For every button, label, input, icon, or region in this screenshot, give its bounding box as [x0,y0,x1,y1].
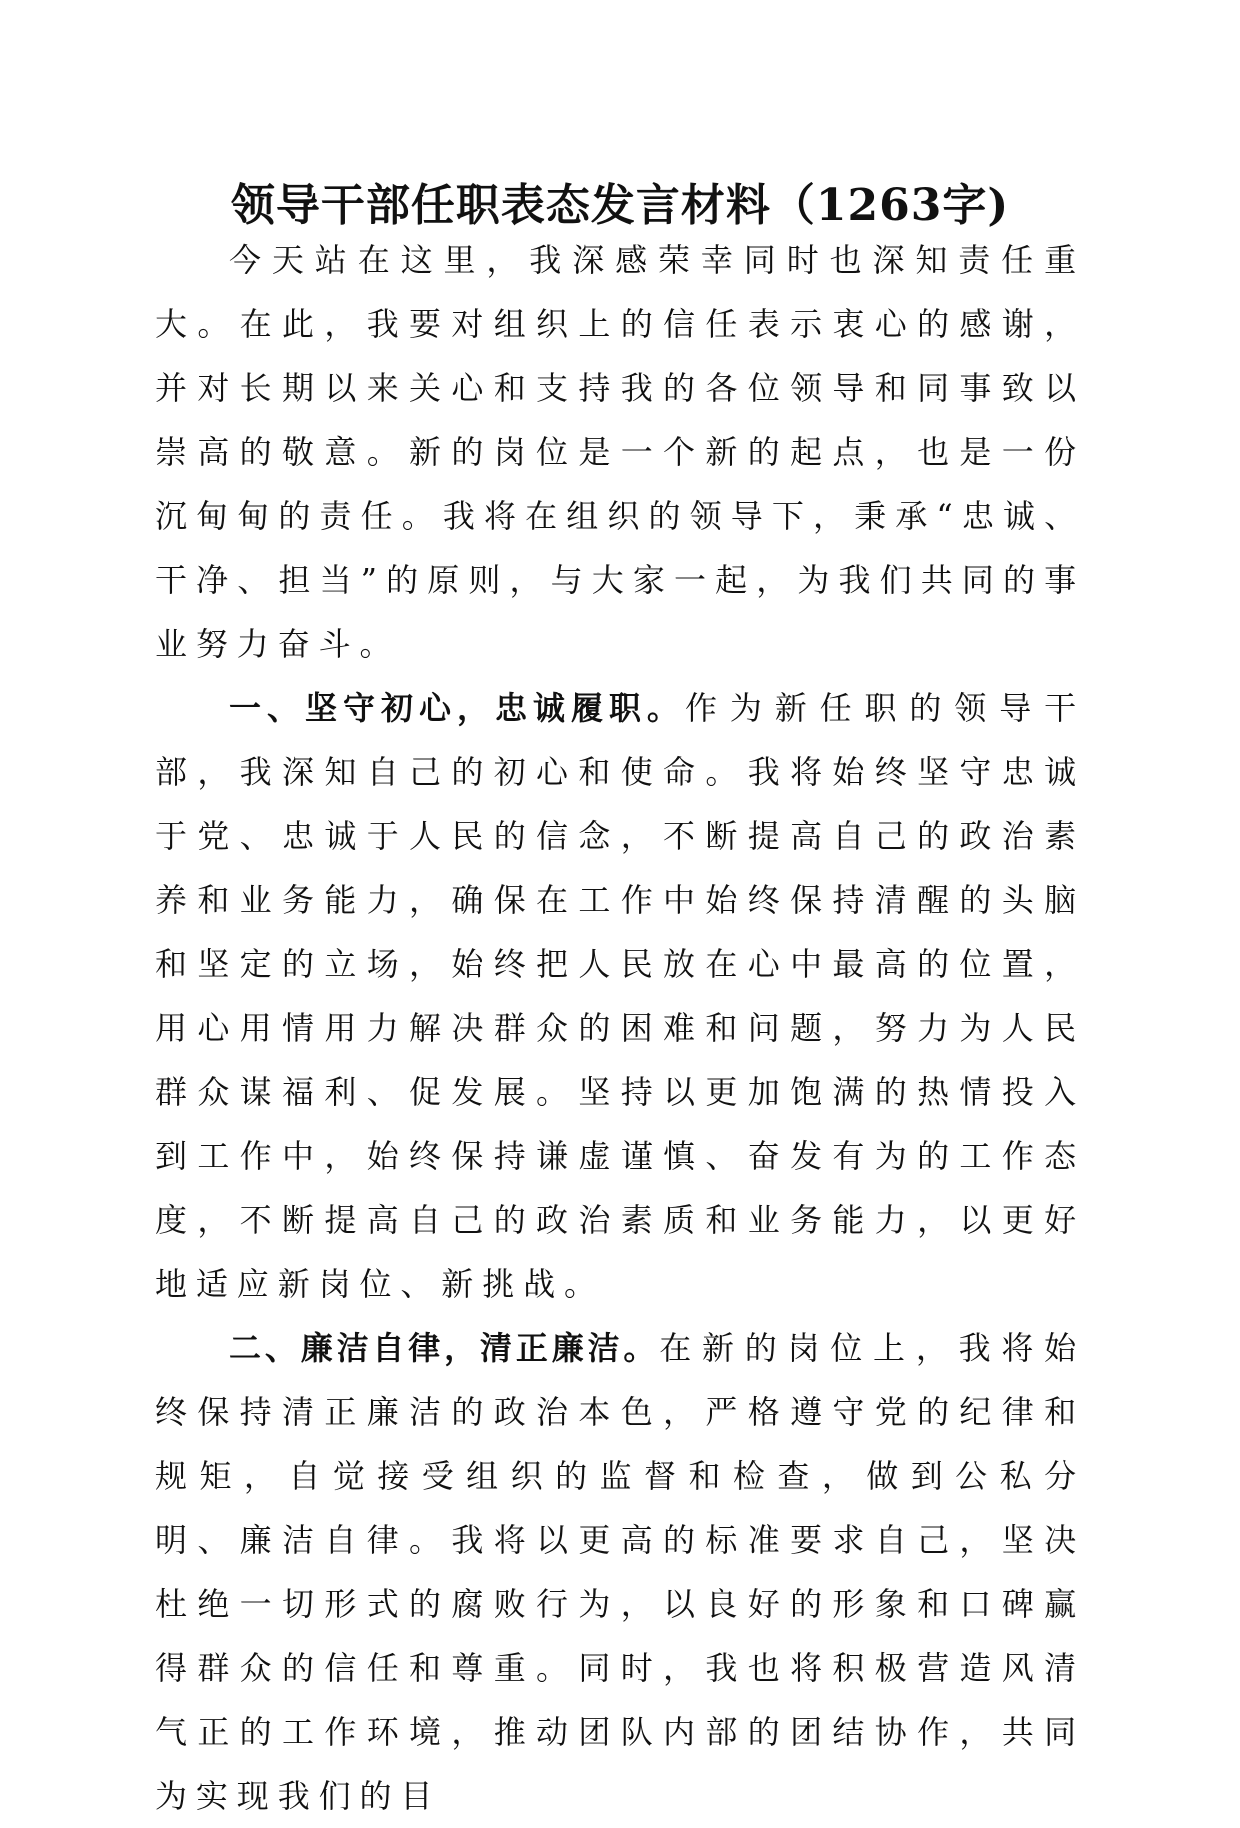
section-body-1: 作为新任职的领导干部，我深知自己的初心和使命。我将始终坚守忠诚于党、忠诚于人民的信念，不断提高自己的政治素养和业务能力，确保在工作中始终保持清醒的头脑和坚定的立场，始终把人民放在心中最高的位置，用心用情用力解决群众的困难和问题，努力为人民群众谋福利、促发展。坚持以更加饱满的热情投入到工作中，始终保持谦虚谨慎、奋发有为的工作态度，不断提高自己的政治素质和业务能力，以更好地适应新岗位、新挑战。 [155,689,1085,1303]
section-body-2: 在新的岗位上，我将始终保持清正廉洁的政治本色，严格遵守党的纪律和规矩，自觉接受组织的监督和检查，做到公私分明、廉洁自律。我将以更高的标准要求自己，坚决杜绝一切形式的腐败行为，以良好的形象和口碑赢得群众的信任和尊重。同时，我也将积极营造风清气正的工作环境，推动团队内部的团结协作，共同为实现我们的目 [155,1329,1085,1815]
section-heading-1: 一、坚守初心，忠诚履职。 [229,689,685,727]
section-paragraph-2 [155,1316,1085,1828]
section-paragraph-1 [155,676,1085,1316]
section-heading-2: 二、廉洁自律，清正廉洁。 [229,1329,660,1367]
document-title: 领导干部任职表态发言材料（1263字) [230,180,1010,231]
intro-paragraph: 今天站在这里，我深感荣幸同时也深知责任重大。在此，我要对组织上的信任表示衷心的感谢，并对长期以来关心和支持我的各位领导和同事致以崇高的敬意。新的岗位是一个新的起点，也是一份沉甸甸的责任。我将在组织的领导下，秉承“忠诚、干净、担当”的原则，与大家一起，为我们共同的事业努力奋斗。 [155,241,1085,663]
document-body [155,228,1085,1828]
